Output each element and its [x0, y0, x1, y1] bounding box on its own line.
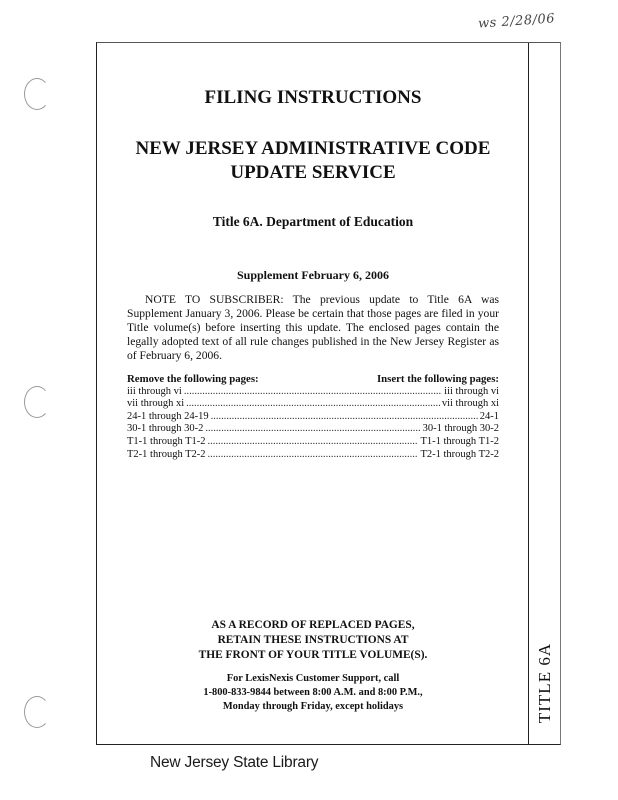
code-title-line: UPDATE SERVICE	[230, 162, 396, 183]
handwritten-initials-date: ws 2/28/06	[477, 11, 556, 32]
remove-range: 24-1 through 24-19	[127, 410, 209, 422]
dot-leader	[208, 449, 419, 462]
page-replacement-table	[127, 373, 499, 461]
page-title: FILING INSTRUCTIONS	[204, 87, 422, 108]
binder-hole-top	[24, 78, 50, 110]
customer-support-line: Monday through Friday, except holidays	[222, 701, 404, 712]
page-replacement-row	[127, 449, 499, 462]
dot-leader	[211, 411, 478, 424]
remove-range: iii through vi	[127, 385, 182, 397]
customer-support-line: 1-800-833-9844 between 8:00 A.M. and 8:00 P.M.,	[203, 687, 423, 698]
record-notice	[127, 618, 499, 663]
insert-range: 30-1 through 30-2	[422, 423, 499, 435]
dot-leader	[186, 398, 440, 411]
subscriber-note-text: NOTE TO SUBSCRIBER: The previous update to Title 6A was Supplement January 3, 2006. Please be certain that those pages are filed in your Title volume(s) before inserting this update. The enclosed pages contain the legally adopted text of all rule changes published in the New Jersey Register as of February 6, 2006.	[127, 293, 499, 362]
customer-support-line: For LexisNexis Customer Support, call	[226, 673, 400, 684]
subscriber-note	[127, 293, 499, 363]
title-subject: Title 6A. Department of Education	[212, 214, 414, 229]
remove-range: 30-1 through 30-2	[127, 423, 204, 435]
library-stamp: New Jersey State Library	[150, 754, 319, 771]
spine-tab	[528, 43, 560, 744]
page-replacement-header	[127, 373, 499, 386]
insert-range: T2-1 through T2-2	[420, 448, 499, 460]
page-replacement-row	[127, 411, 499, 424]
record-notice-line: RETAIN THESE INSTRUCTIONS AT	[217, 634, 409, 646]
customer-support	[127, 672, 499, 714]
record-notice-line: THE FRONT OF YOUR TITLE VOLUME(S).	[198, 649, 428, 661]
dot-leader	[184, 386, 442, 399]
page-replacement-row	[127, 398, 499, 411]
insert-pages-heading: Insert the following pages:	[376, 373, 499, 385]
page-replacement-row	[127, 386, 499, 399]
binder-hole-middle	[24, 386, 50, 418]
remove-range: vii through xi	[127, 398, 185, 410]
page-replacement-row	[127, 423, 499, 436]
spine-label: TITLE 6A	[534, 642, 554, 724]
code-title-line: NEW JERSEY ADMINISTRATIVE CODE	[135, 138, 491, 159]
insert-range: iii through vi	[444, 385, 499, 397]
supplement-date: Supplement February 6, 2006	[236, 268, 389, 282]
dot-leader	[205, 423, 420, 436]
page-replacement-row	[127, 436, 499, 449]
record-notice-line: AS A RECORD OF REPLACED PAGES,	[211, 619, 415, 631]
remove-range: T1-1 through T1-2	[127, 435, 206, 447]
filing-sheet	[96, 42, 561, 745]
binder-hole-bottom	[24, 696, 50, 728]
insert-range: 24-1	[479, 410, 499, 422]
dot-leader	[208, 436, 419, 449]
remove-pages-heading: Remove the following pages:	[127, 373, 259, 385]
remove-range: T2-1 through T2-2	[127, 448, 206, 460]
insert-range: T1-1 through T1-2	[420, 435, 499, 447]
code-title	[127, 137, 499, 185]
insert-range: vii through xi	[441, 398, 499, 410]
